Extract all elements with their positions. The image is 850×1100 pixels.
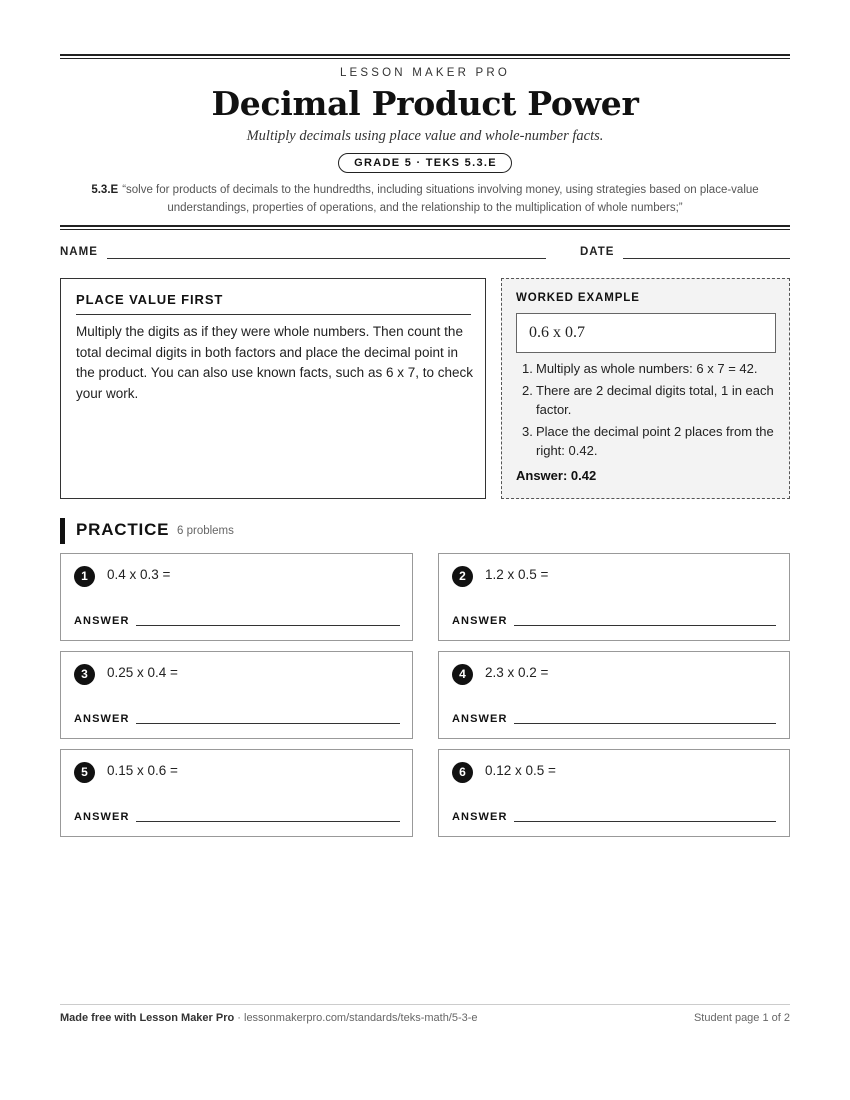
step-number: 2. [522, 382, 533, 398]
worked-example-step [516, 359, 778, 379]
problem-text: 2.3 x 0.2 = [485, 665, 549, 680]
answer-field[interactable] [136, 625, 400, 626]
problem-card [438, 749, 790, 837]
answer-field[interactable] [514, 723, 776, 724]
problem-card [60, 553, 413, 641]
practice-accent-bar [60, 518, 65, 544]
worked-example-step [516, 381, 778, 420]
answer-field[interactable] [514, 625, 776, 626]
problem-number: 6 [452, 762, 473, 783]
step-number: 1. [522, 361, 533, 376]
brand-label: LESSON MAKER PRO [339, 67, 511, 79]
place-value-text: Multiply the digits as if they were whole numbers. Then count the total decimal digits in both factors and place the decimal point in the product. You can also use known facts, such as 6 x 7, to check your work. [76, 324, 473, 401]
problem-text: 0.15 x 0.6 = [107, 763, 178, 778]
name-label: NAME [60, 246, 98, 258]
problem-card [60, 651, 413, 739]
place-value-box [60, 278, 486, 499]
step-text: Place the decimal point 2 places from the right: 0.42. [536, 423, 774, 458]
standard-text: “solve for products of decimals to the hundredths, including situations involving money, using strategies based on place-value understandings, properties of operations, and the relationship to the multiplication of whole numbers;” [122, 184, 759, 214]
place-value-heading: PLACE VALUE FIRST [76, 292, 224, 307]
worked-example-heading: WORKED EXAMPLE [516, 292, 640, 304]
problem-card [438, 651, 790, 739]
problem-card [60, 749, 413, 837]
footer-separator: · [234, 1012, 244, 1024]
header-top-rule [60, 54, 790, 59]
worked-example-answer: Answer: 0.42 [516, 468, 597, 483]
problem-text: 0.12 x 0.5 = [485, 763, 556, 778]
standard-code: 5.3.E [91, 184, 119, 196]
step-text: There are 2 decimal digits total, 1 in each factor. [536, 382, 774, 417]
grade-badge: GRADE 5 · TEKS 5.3.E [338, 153, 512, 173]
worked-example-box [501, 278, 790, 499]
problem-card [438, 553, 790, 641]
footer-made-with: Made free with Lesson Maker Pro [60, 1012, 235, 1024]
answer-label: ANSWER [74, 811, 130, 823]
name-field[interactable] [107, 258, 546, 259]
step-number: 3. [522, 423, 533, 439]
grade-badge-wrap [60, 153, 790, 173]
worksheet-page [60, 0, 790, 1100]
footer-credit [60, 1012, 478, 1024]
footer-url[interactable]: lessonmakerpro.com/standards/teks-math/5-3-e [244, 1012, 478, 1024]
page-title: Decimal Product Power [211, 84, 639, 123]
standard-description [60, 181, 790, 217]
date-label: DATE [580, 246, 615, 258]
answer-label: ANSWER [74, 615, 130, 627]
worked-example-steps [516, 359, 778, 463]
answer-field[interactable] [514, 821, 776, 822]
answer-label: ANSWER [452, 713, 508, 725]
worked-example-expression: 0.6 x 0.7 [516, 313, 776, 353]
problem-text: 0.25 x 0.4 = [107, 665, 178, 680]
problem-number: 3 [74, 664, 95, 685]
footer-divider [60, 1004, 790, 1005]
footer-page-number: Student page 1 of 2 [693, 1012, 790, 1024]
practice-heading: PRACTICE [76, 520, 170, 539]
practice-count: 6 problems [177, 525, 234, 537]
worked-example-step [516, 422, 778, 461]
answer-field[interactable] [136, 821, 400, 822]
header-bottom-rule [60, 225, 790, 230]
answer-label: ANSWER [74, 713, 130, 725]
problem-number: 5 [74, 762, 95, 783]
place-value-divider [76, 314, 471, 315]
problem-text: 0.4 x 0.3 = [107, 567, 171, 582]
problem-number: 4 [452, 664, 473, 685]
step-text: Multiply as whole numbers: 6 x 7 = 42. [536, 361, 758, 376]
page-subtitle: Multiply decimals using place value and whole-number facts. [246, 128, 604, 144]
answer-label: ANSWER [452, 615, 508, 627]
problem-number: 1 [74, 566, 95, 587]
problem-number: 2 [452, 566, 473, 587]
answer-label: ANSWER [452, 811, 508, 823]
problem-text: 1.2 x 0.5 = [485, 567, 549, 582]
answer-field[interactable] [136, 723, 400, 724]
date-field[interactable] [623, 258, 790, 259]
